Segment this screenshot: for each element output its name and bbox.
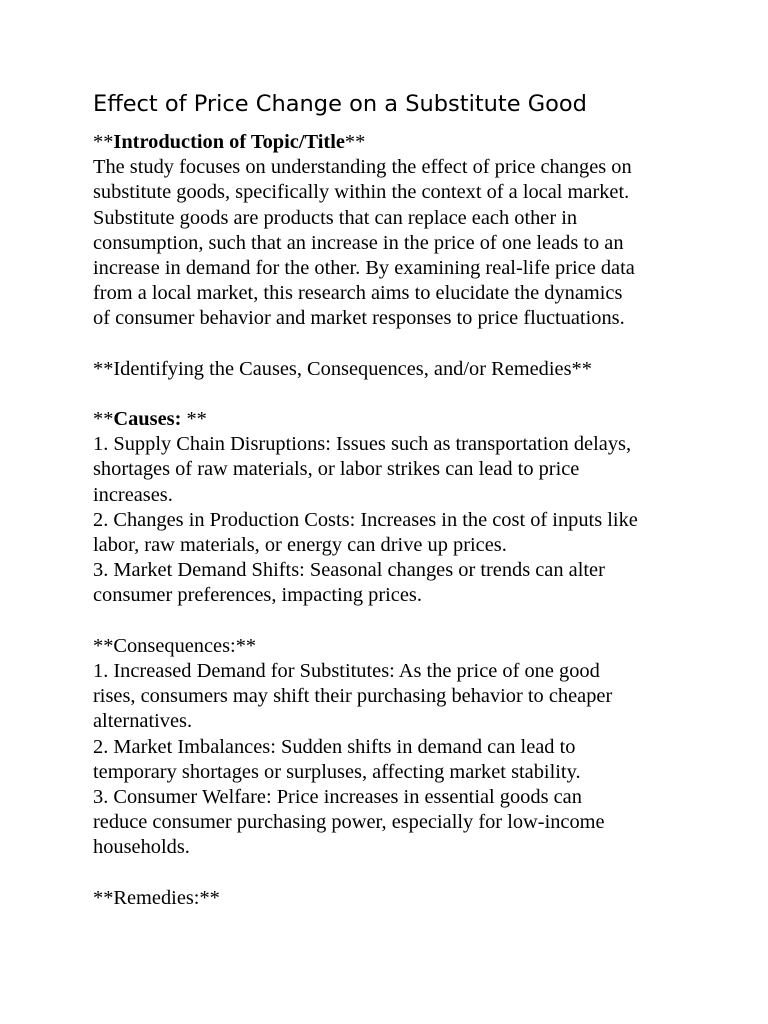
intro-line: substitute goods, specifically within the context of a local market.: [93, 181, 630, 204]
consequences-line: rises, consumers may shift their purchasing behavior to cheaper: [93, 685, 613, 708]
causes-line: consumer preferences, impacting prices.: [93, 584, 422, 607]
causes-line: shortages of raw materials, or labor strikes can lead to price: [93, 458, 580, 481]
causes-heading: **Causes: **: [93, 408, 207, 431]
consequences-line: alternatives.: [93, 710, 193, 733]
paragraph-spacer: [93, 609, 733, 634]
consequences-line: 2. Market Imbalances: Sudden shifts in demand can lead to: [93, 735, 576, 758]
causes-line: 3. Market Demand Shifts: Seasonal changes or trends can alter: [93, 559, 605, 582]
consequences-line: temporary shortages or surpluses, affecting market stability.: [93, 760, 581, 783]
causes-line: 2. Changes in Production Costs: Increases in the cost of inputs like: [93, 508, 638, 531]
paragraph-spacer: [93, 382, 733, 407]
consequences-line: reduce consumer purchasing power, especially for low-income: [93, 811, 605, 834]
intro-line: consumption, such that an increase in the price of one leads to an: [93, 231, 624, 254]
consequences-line: 1. Increased Demand for Substitutes: As the price of one good: [93, 659, 600, 682]
intro-heading: **Introduction of Topic/Title**: [93, 131, 366, 153]
consequences-line: 3. Consumer Welfare: Price increases in essential goods can: [93, 785, 582, 808]
remedies-heading: **Remedies:**: [93, 886, 220, 909]
intro-line: Substitute goods are products that can replace each other in: [93, 206, 578, 229]
document-title: Effect of Price Change on a Substitute Good: [93, 91, 587, 117]
intro-line: of consumer behavior and market responses to price fluctuations.: [93, 307, 625, 330]
paragraph-spacer: [93, 332, 733, 357]
causes-line: increases.: [93, 483, 173, 506]
document-page: [93, 88, 733, 911]
intro-line: increase in demand for the other. By examining real-life price data: [93, 256, 635, 279]
causes-line: 1. Supply Chain Disruptions: Issues such as transportation delays,: [93, 433, 632, 456]
intro-line: The study focuses on understanding the effect of price changes on: [93, 156, 632, 179]
paragraph-spacer: [93, 860, 733, 885]
intro-line: from a local market, this research aims to elucidate the dynamics: [93, 282, 623, 305]
identifying-heading: **Identifying the Causes, Consequences, and/or Remedies**: [93, 357, 592, 380]
consequences-line: households.: [93, 836, 190, 859]
causes-line: labor, raw materials, or energy can drive up prices.: [93, 534, 507, 556]
consequences-heading: **Consequences:**: [93, 634, 257, 657]
